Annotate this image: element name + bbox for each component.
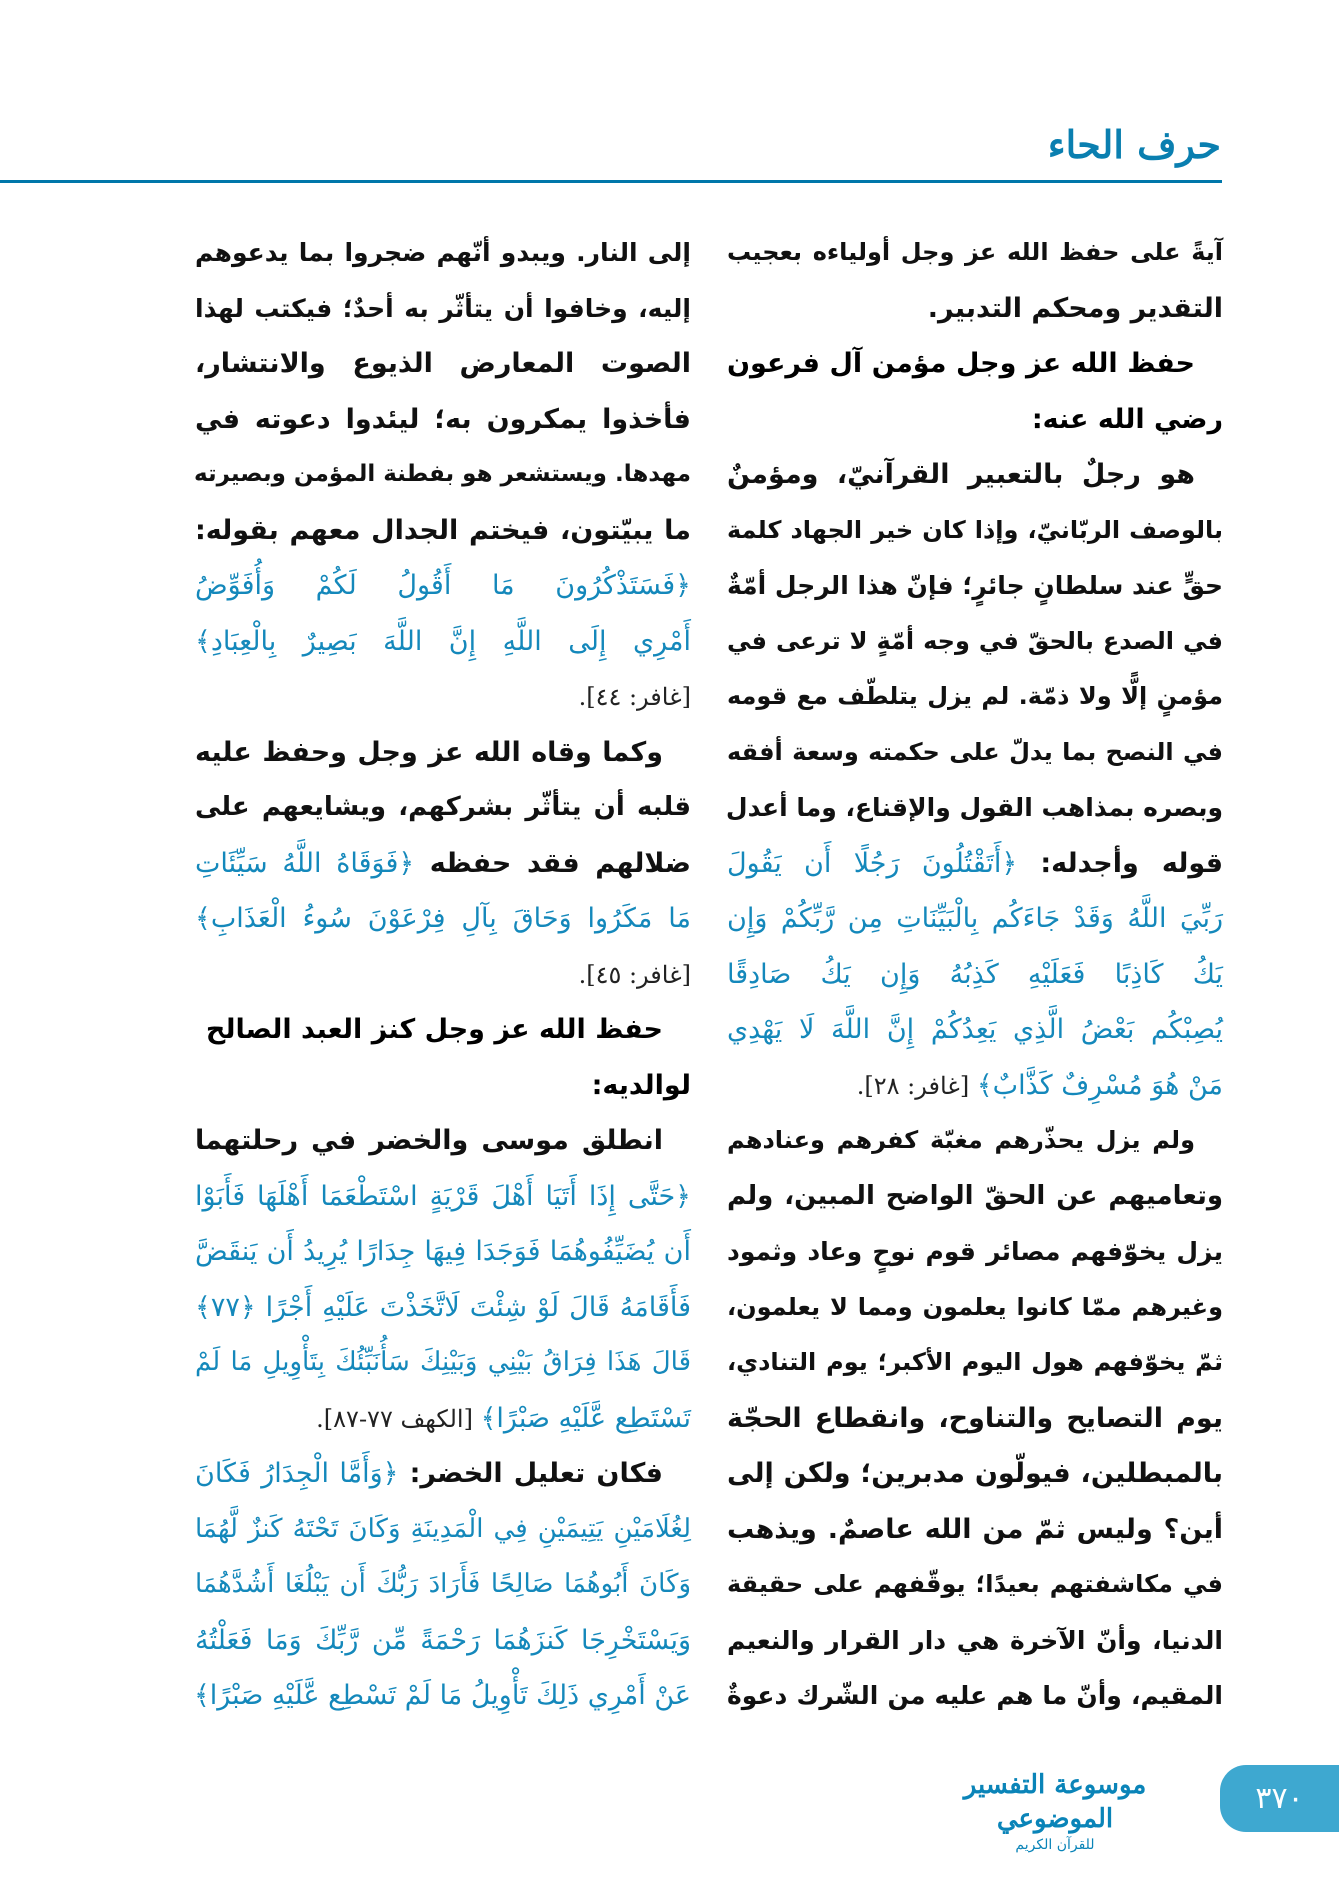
text-line <box>727 447 1223 503</box>
text-line <box>727 1557 1223 1613</box>
text-line <box>727 614 1223 670</box>
encyclopedia-logo <box>930 1768 1180 1854</box>
body-text: بالوصف الربّانيّ، وإذا كان خير الجهاد كلمة <box>727 515 1223 544</box>
body-text: آيةً على حفظ الله عز وجل أولياءه بعجيب <box>727 238 1223 266</box>
text-line <box>195 281 691 337</box>
quran-verse: ﴿فَوَقَاهُ اللَّهُ سَيِّئَاتِ <box>195 847 415 879</box>
text-line <box>727 1446 1223 1502</box>
text-line <box>727 225 1223 281</box>
text-line <box>195 558 691 614</box>
text-line <box>727 780 1223 836</box>
quran-verse: وَيَسْتَخْرِجَا كَنزَهُمَا رَحْمَةً مِّن رَّبِّكَ وَمَا فَعَلْتُهُ <box>195 1624 691 1656</box>
text-line <box>195 1169 691 1225</box>
verse-reference: [الكهف ٧٧-٨٧]. <box>316 1404 481 1433</box>
body-text: فأخذوا يمكرون به؛ ليئدوا دعوته في <box>195 403 691 435</box>
text-line <box>195 947 691 1003</box>
quran-verse: مَا مَكَرُوا وَحَاقَ بِآلِ فِرْعَوْنَ سُوءُ الْعَذَابِ﴾ <box>195 903 691 934</box>
body-text: في مكاشفتهم بعيدًا؛ يوقّفهم على حقيقة <box>727 1570 1223 1598</box>
page-number-badge <box>1220 1765 1339 1832</box>
body-text: الدنيا، وأنّ الآخرة هي دار القرار والنعيم <box>727 1625 1223 1655</box>
text-line <box>195 1224 691 1280</box>
quran-verse: أَمْرِي إِلَى اللَّهِ إِنَّ اللَّهَ بَصِيرٌ بِالْعِبَادِ﴾ <box>195 625 691 657</box>
text-line <box>727 1668 1223 1724</box>
body-text: إلى النار. ويبدو أنّهم ضجروا بما يدعوهم <box>195 238 691 267</box>
text-line <box>727 891 1223 947</box>
body-text: وتعاميهم عن الحقّ الواضح المبين، ولم <box>727 1180 1223 1211</box>
section-heading: حفظ الله عز وجل كنز العبد الصالح <box>205 1014 663 1045</box>
verse-reference: [غافر: ٢٨]. <box>856 1071 977 1100</box>
text-line <box>195 1502 691 1558</box>
text-line <box>727 669 1223 725</box>
quran-verse: ﴿حَتَّى إِذَا أَتَيَا أَهْلَ قَرْيَةٍ اسْتَطْعَمَا أَهْلَهَا فَأَبَوْا <box>195 1180 691 1212</box>
logo-title: موسوعة التفسير الموضوعي <box>963 1770 1147 1834</box>
text-line <box>195 891 691 947</box>
body-text: وبصره بمذاهب القول والإقناع، وما أعدل <box>725 793 1223 822</box>
text-line <box>195 1002 691 1058</box>
text-line <box>727 1058 1223 1114</box>
text-line <box>195 336 691 392</box>
text-line <box>727 1280 1223 1336</box>
quran-verse: يَكُ كَاذِبًا فَعَلَيْهِ كَذِبُهُ وَإِن يَكُ صَادِقًا <box>727 958 1223 990</box>
quran-verse: فَأَقَامَهُ قَالَ لَوْ شِئْتَ لَاتَّخَذْتَ عَلَيْهِ أَجْرًا ﴿٧٧﴾ <box>195 1291 691 1323</box>
text-line <box>727 1169 1223 1225</box>
verse-reference: [غافر: ٤٥]. <box>578 960 691 989</box>
text-line <box>195 614 691 670</box>
text-line <box>195 1613 691 1669</box>
body-text: أين؟ وليس ثمّ من الله عاصمٌ. ويذهب <box>727 1513 1223 1545</box>
body-text: التقدير ومحكم التدبير. <box>927 292 1223 324</box>
text-line <box>195 1280 691 1336</box>
text-line <box>727 336 1223 392</box>
body-text: إليه، وخافوا أن يتأثّر به أحدٌ؛ فيكتب لهذا <box>195 293 691 323</box>
body-text: المقيم، وأنّ ما هم عليه من الشّرك دعوةٌ <box>727 1681 1223 1710</box>
section-heading: لوالديه: <box>591 1069 691 1101</box>
text-line <box>195 1113 691 1169</box>
quran-verse: لِغُلَامَيْنِ يَتِيمَيْنِ فِي الْمَدِينَةِ وَكَانَ تَحْتَهُ كَنزٌ لَّهُمَا <box>195 1513 691 1544</box>
text-line <box>195 669 691 725</box>
logo-subtitle: للقرآن الكريم <box>1015 1837 1095 1853</box>
text-line <box>195 1557 691 1613</box>
body-text: حقٍّ عند سلطانٍ جائرٍ؛ فإنّ هذا الرجل أمّةٌ <box>727 571 1223 600</box>
quran-verse: قَالَ هَذَا فِرَاقُ بَيْنِي وَبَيْنِكَ سَأُنَبِّئُكَ بِتَأْوِيلِ مَا لَمْ <box>195 1347 691 1377</box>
quran-verse: مَنْ هُوَ مُسْرِفٌ كَذَّابٌ﴾ <box>976 1069 1223 1101</box>
section-heading: رضي الله عنه: <box>1031 403 1223 435</box>
text-line <box>195 1668 691 1724</box>
quran-verse: أَن يُضَيِّفُوهُمَا فَوَجَدَا فِيهَا جِدَارًا يُرِيدُ أَن يَنقَضَّ <box>195 1236 691 1267</box>
text-line <box>195 1058 691 1114</box>
text-line <box>195 225 691 281</box>
text-line <box>727 503 1223 559</box>
quran-verse: ﴿فَسَتَذْكُرُونَ مَا أَقُولُ لَكُمْ وَأُفَوِّضُ <box>195 570 691 601</box>
body-text: وغيرهم ممّا كانوا يعلمون ومما لا يعلمون، <box>727 1292 1223 1321</box>
body-text: مهدها. ويستشعر هو بفطنة المؤمن وبصيرته <box>194 461 691 487</box>
body-text: وكما وقاه الله عز وجل وحفظ عليه <box>195 736 663 768</box>
quran-verse: عَنْ أَمْرِي ذَلِكَ تَأْوِيلُ مَا لَمْ تَسْطِع عَّلَيْهِ صَبْرًا﴾ <box>193 1680 691 1711</box>
text-line <box>727 1224 1223 1280</box>
body-text: يوم التصايح والتناوح، وانقطاع الحجّة <box>727 1402 1223 1434</box>
body-text: فكان تعليل الخضر: <box>398 1458 663 1489</box>
body-text: في النصح بما يدلّ على حكمته وسعة أفقه <box>727 737 1223 766</box>
body-text: بالمبطلين، فيولّون مدبرين؛ ولكن إلى <box>727 1458 1223 1489</box>
quran-verse: ﴿أَتَقْتُلُونَ رَجُلًا أَن يَقُولَ <box>727 847 1018 879</box>
body-text: انطلق موسى والخضر في رحلتهما <box>195 1125 663 1156</box>
body-text: مؤمنٍ إلًّا ولا ذمّة. لم يزل يتلطّف مع قومه <box>727 682 1223 710</box>
quran-verse: تَسْتَطِع عَّلَيْهِ صَبْرًا﴾ <box>480 1402 691 1434</box>
text-line <box>727 558 1223 614</box>
text-line <box>195 392 691 448</box>
text-line <box>727 947 1223 1003</box>
text-line <box>727 1502 1223 1558</box>
quran-verse: يُصِبْكُم بَعْضُ الَّذِي يَعِدُكُمْ إِنَّ اللَّهَ لَا يَهْدِي <box>727 1014 1223 1045</box>
body-text: في الصدع بالحقّ في وجه أمّةٍ لا ترعى في <box>727 626 1223 655</box>
text-line <box>195 725 691 781</box>
section-heading: حفظ الله عز وجل مؤمن آل فرعون <box>727 348 1195 379</box>
header-divider <box>0 180 1222 183</box>
quran-verse: ﴿وَأَمَّا الْجِدَارُ فَكَانَ <box>195 1458 399 1489</box>
text-line <box>195 836 691 892</box>
text-line <box>195 503 691 559</box>
quran-verse: وَكَانَ أَبُوهُمَا صَالِحًا فَأَرَادَ رَبُّكَ أَن يَبْلُغَا أَشُدَّهُمَا <box>195 1569 691 1599</box>
text-column-right <box>727 225 1223 1724</box>
text-line <box>195 1446 691 1502</box>
text-line <box>727 392 1223 448</box>
text-line <box>727 281 1223 337</box>
body-text: هو رجلٌ بالتعبير القرآنيّ، ومؤمنٌ <box>727 459 1195 490</box>
chapter-title: حرف الحاء <box>1047 122 1221 167</box>
text-line <box>195 780 691 836</box>
text-line <box>727 725 1223 781</box>
body-text: ثمّ يخوّفهم هول اليوم الأكبر؛ يوم التنادي، <box>727 1348 1223 1376</box>
text-line <box>195 447 691 503</box>
body-text: قوله وأجدله: <box>1017 847 1224 879</box>
verse-reference: [غافر: ٤٤]. <box>578 683 691 711</box>
text-column-left <box>195 225 691 1724</box>
text-line <box>727 1002 1223 1058</box>
text-line <box>195 1391 691 1447</box>
text-line <box>727 1613 1223 1669</box>
body-text: ما يبيّتون، فيختم الجدال معهم بقوله: <box>195 514 691 546</box>
text-line <box>195 1335 691 1391</box>
body-text: يزل يخوّفهم مصائر قوم نوحٍ وعاد وثمود <box>727 1237 1223 1266</box>
text-line <box>727 1113 1223 1169</box>
body-text: قلبه أن يتأثّر بشركهم، ويشايعهم على <box>195 792 691 822</box>
text-line <box>727 1391 1223 1447</box>
text-line <box>727 836 1223 892</box>
body-text: ضلالهم فقد حفظه <box>414 847 692 879</box>
body-text: ولم يزل يحذّرهم مغبّة كفرهم وعنادهم <box>727 1126 1195 1154</box>
body-text: الصوت المعارض الذيوع والانتشار، <box>195 348 691 379</box>
page-number: ٣٧٠ <box>1255 1781 1304 1816</box>
text-line <box>727 1335 1223 1391</box>
quran-verse: رَبِّيَ اللَّهُ وَقَدْ جَاءَكُم بِالْبَيِّنَاتِ مِن رَّبِّكُمْ وَإِن <box>727 903 1223 934</box>
